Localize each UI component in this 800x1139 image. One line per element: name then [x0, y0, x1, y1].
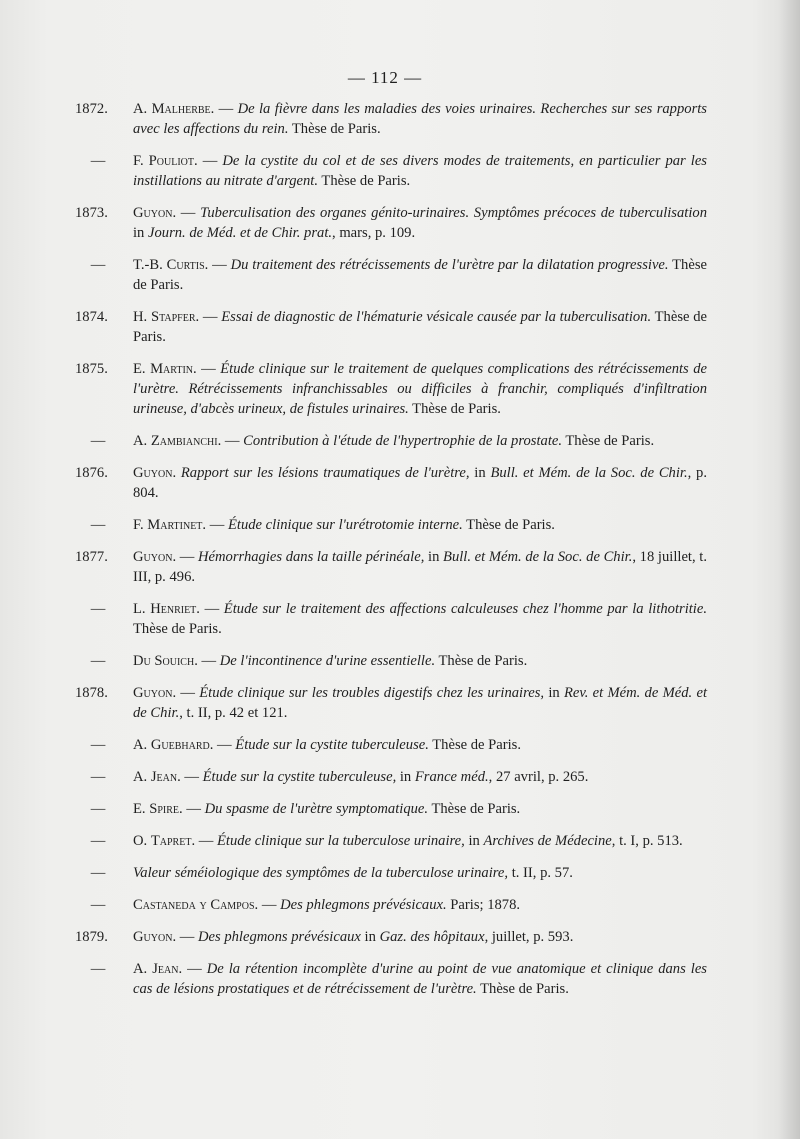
entry-dash: —: [90, 897, 106, 913]
entry-reference: Thèse de Paris.: [462, 517, 555, 533]
journal-name: France méd.: [414, 769, 489, 785]
entry-title: Essai de diagnostic de l'hématurie vésicale causée par la tuberculisation.: [221, 309, 652, 325]
entry-separator: . —: [254, 897, 281, 913]
author-name: Jean: [150, 769, 178, 785]
entry-separator: . —: [195, 309, 222, 325]
journal-name: Gaz. des hôpitaux: [379, 929, 485, 945]
journal-name: Rev. et Mém. de Méd. et de Chir.: [133, 685, 707, 721]
entry-reference-detail: , t. I, p. 513.: [611, 833, 683, 849]
bibliography-entry: [90, 863, 707, 883]
bibliography-entry: [75, 547, 707, 587]
entry-title: De la cystite du col et de ses divers modes de traitements, en particulier par les instillations au nitrate d'argent.: [133, 153, 707, 189]
entry-year: 1877.: [75, 549, 108, 565]
entry-dash: —: [90, 601, 106, 617]
author-name: Malherbe: [151, 101, 211, 117]
entry-separator: . —: [210, 101, 238, 117]
bibliography-entry: [90, 767, 707, 787]
author-name: Du Souich: [133, 653, 195, 669]
entry-year: 1875.: [75, 361, 108, 377]
entry-separator: . —: [196, 601, 224, 617]
entry-reference-detail: , t. II, p. 42 et 121.: [179, 705, 288, 721]
entry-title: Étude clinique sur les troubles digestifs chez les urinaires,: [199, 685, 545, 701]
entry-year: 1873.: [75, 205, 108, 221]
entry-separator: . —: [172, 929, 198, 945]
bibliography-entry: [75, 203, 707, 243]
bibliography-entry: [90, 651, 707, 671]
bibliography-entry: [75, 463, 707, 503]
entry-reference: Thèse de Paris.: [133, 309, 707, 345]
entry-reference: Thèse de Paris.: [562, 433, 655, 449]
author-name: Guyon: [133, 929, 173, 945]
entry-dash: —: [90, 653, 106, 669]
bibliography-entry: [90, 895, 707, 915]
entry-separator: . —: [172, 685, 200, 701]
entry-year: 1872.: [75, 101, 108, 117]
author-name: Zambianchi: [150, 433, 218, 449]
entry-reference: Thèse de Paris.: [318, 173, 411, 189]
bibliography-entry: [75, 99, 707, 139]
entry-separator: . —: [209, 737, 236, 753]
entry-reference: Paris; 1878.: [446, 897, 521, 913]
entry-reference: t. II, p. 57.: [508, 865, 573, 881]
entry-separator: . —: [178, 961, 207, 977]
bibliography-entry: [90, 431, 707, 451]
entry-dash: —: [90, 517, 106, 533]
entry-reference: in: [464, 833, 484, 849]
journal-name: Journ. de Méd. et de Chir. prat.: [148, 225, 333, 241]
bibliography-entry: [75, 359, 707, 419]
entry-reference-detail: , 18 juillet, t. III, p. 496.: [133, 549, 707, 585]
author-initials: A.: [133, 961, 148, 977]
entry-title: De l'incontinence d'urine essentielle.: [219, 653, 436, 669]
entry-separator: .: [172, 465, 181, 481]
journal-name: Archives de Médecine: [483, 833, 612, 849]
entry-reference: Thèse de Paris.: [428, 737, 522, 753]
author-initials: E.: [133, 361, 146, 377]
entry-title: Des phlegmons prévésicaux: [197, 929, 361, 945]
author-initials: O.: [133, 833, 148, 849]
entry-dash: —: [90, 769, 106, 785]
entry-title: De la rétention incomplète d'urine au point de vue anatomique et clinique dans les cas de lésions prostatiques et de rétrécissement de l'urètre.: [133, 961, 707, 997]
entry-year: 1874.: [75, 309, 108, 325]
author-name: Tapret: [150, 833, 192, 849]
entry-reference: Thèse de Paris.: [408, 401, 501, 417]
entry-reference: Thèse de Paris.: [428, 801, 521, 817]
author-name: Guyon: [133, 205, 173, 221]
author-name: Jean: [152, 961, 179, 977]
entry-title: Du traitement des rétrécissements de l'urètre par la dilatation progressive.: [230, 257, 669, 273]
entry-title: De la fièvre dans les maladies des voies urinaires. Recherches sur ses rapports avec les affections du rein.: [133, 101, 707, 137]
entry-reference: in: [424, 549, 444, 565]
bibliography-entry: [90, 959, 707, 999]
author-name: Martin: [150, 361, 194, 377]
author-name: Castaneda y Campos: [133, 897, 255, 913]
author-name: Martinet: [147, 517, 203, 533]
entry-title: Hémorrhagies dans la taille périnéale,: [198, 549, 425, 565]
author-name: Pouliot: [148, 153, 194, 169]
entry-title: Contribution à l'étude de l'hypertrophie de la prostate.: [243, 433, 562, 449]
entry-reference: in: [544, 685, 564, 701]
author-initials: E.: [133, 801, 146, 817]
entry-reference: in: [360, 929, 380, 945]
entry-dash: —: [90, 153, 106, 169]
entry-dash: —: [90, 737, 106, 753]
bibliography-entry: [90, 599, 707, 639]
entry-separator: . —: [217, 433, 244, 449]
entry-separator: . —: [202, 517, 228, 533]
entry-reference: Thèse de Paris.: [133, 257, 707, 293]
author-initials: A.: [133, 101, 148, 117]
bibliography-entry: [90, 255, 707, 295]
entry-dash: —: [90, 833, 106, 849]
entry-reference-detail: , juillet, p. 593.: [484, 929, 574, 945]
bibliography-entry: [75, 307, 707, 347]
entry-title: Valeur séméiologique des symptômes de la tuberculose urinaire,: [133, 865, 509, 881]
entry-title: Tuberculisation des organes génito-urinaires. Symptômes précoces de tuberculisation: [200, 205, 707, 221]
author-initials: A.: [133, 769, 148, 785]
entry-reference-detail: , 27 avril, p. 265.: [488, 769, 589, 785]
entry-title: Étude sur le traitement des affections calculeuses chez l'homme par la lithotritie.: [223, 601, 707, 617]
author-name: Guyon: [133, 549, 173, 565]
author-initials: F.: [133, 517, 144, 533]
author-initials: A.: [133, 737, 148, 753]
bibliography-entry: [90, 151, 707, 191]
page-number: — 112 —: [347, 68, 423, 87]
entry-title: Étude sur la cystite tuberculeuse.: [235, 737, 429, 753]
author-name: Guyon: [133, 465, 173, 481]
entry-reference-detail: , mars, p. 109.: [332, 225, 416, 241]
entry-year: 1879.: [75, 929, 108, 945]
entry-separator: . —: [179, 801, 205, 817]
entry-reference: in: [469, 465, 491, 481]
author-name: Guyon: [133, 685, 173, 701]
bibliography-entry: [90, 831, 707, 851]
entry-reference: in: [396, 769, 415, 785]
entry-title: Des phlegmons prévésicaux.: [280, 897, 447, 913]
bibliography-entry: [90, 735, 707, 755]
entry-title: Étude clinique sur l'urétrotomie interne.: [227, 517, 463, 533]
entry-dash: —: [90, 865, 106, 881]
entry-separator: . —: [172, 205, 201, 221]
entry-separator: . —: [194, 653, 220, 669]
entry-dash: —: [90, 433, 106, 449]
author-name: Spire: [149, 801, 180, 817]
entry-year: 1876.: [75, 465, 108, 481]
bibliography-entry: [75, 927, 707, 947]
journal-name: Bull. et Mém. de la Soc. de Chir.: [490, 465, 688, 481]
author-initials: A.: [133, 433, 148, 449]
entry-reference: Thèse de Paris.: [133, 621, 222, 637]
author-name: Curtis: [166, 257, 205, 273]
entry-separator: . —: [204, 257, 231, 273]
author-name: Henriet: [150, 601, 197, 617]
entry-separator: . —: [191, 833, 217, 849]
author-initials: L.: [133, 601, 146, 617]
entry-dash: —: [90, 257, 106, 273]
entry-reference: Thèse de Paris.: [435, 653, 528, 669]
bibliography-entry: [75, 683, 707, 723]
bibliography-list: [0, 99, 800, 1011]
entry-title: Étude sur la cystite tuberculeuse,: [202, 769, 397, 785]
entry-reference: Thèse de Paris.: [476, 981, 569, 997]
entry-dash: —: [90, 801, 106, 817]
entry-separator: . —: [193, 361, 221, 377]
author-initials: T.-B.: [133, 257, 163, 273]
entry-title: Étude clinique sur la tuberculose urinaire,: [217, 833, 465, 849]
bibliography-entry: [90, 515, 707, 535]
entry-reference: in: [133, 225, 148, 241]
entry-title: Du spasme de l'urètre symptomatique.: [204, 801, 429, 817]
entry-title: Étude clinique sur le traitement de quelques complications des rétrécissements de l'urètre. Rétrécissements infranchissables ou difficiles à franchir, compliqués d'infiltration urineuse, d'abcès urineux, de fistules urinaires.: [133, 361, 707, 417]
entry-year: 1878.: [75, 685, 108, 701]
entry-separator: . —: [177, 769, 203, 785]
author-initials: F.: [133, 153, 144, 169]
entry-separator: . —: [194, 153, 223, 169]
entry-reference: Thèse de Paris.: [288, 121, 381, 137]
author-initials: H.: [133, 309, 148, 325]
journal-name: Bull. et Mém. de la Soc. de Chir.: [443, 549, 633, 565]
author-name: Guebhard: [150, 737, 210, 753]
entry-title: Rapport sur les lésions traumatiques de l'urètre,: [180, 465, 470, 481]
bibliography-entry: [90, 799, 707, 819]
entry-dash: —: [90, 961, 106, 977]
author-name: Stapfer: [150, 309, 196, 325]
entry-separator: . —: [172, 549, 198, 565]
entry-reference-detail: , p. 804.: [133, 465, 707, 501]
